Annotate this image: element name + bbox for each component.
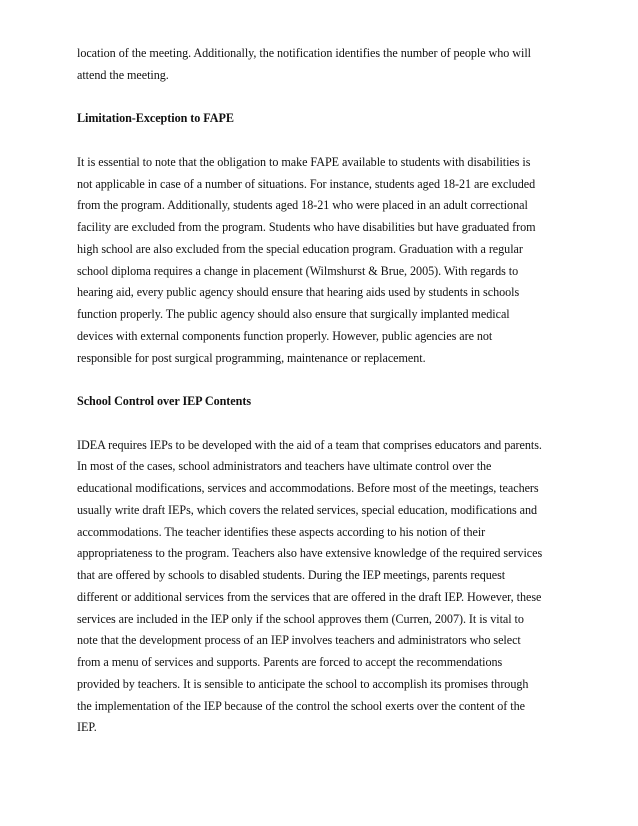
text-line: hearing aid, every public agency should ensure that hearing aids used by students in schools <box>77 285 520 300</box>
text-line: note that the development process of an IEP involves teachers and administrators who select <box>77 633 521 648</box>
section-heading-fape: Limitation-Exception to FAPE <box>77 111 234 126</box>
text-line: high school are also excluded from the special education program. Graduation with a regular <box>77 241 523 256</box>
iep-paragraph <box>77 435 562 740</box>
paragraph-gap <box>77 130 562 152</box>
text-line: not applicable in case of a number of situations. For instance, students aged 18-21 are excluded <box>77 176 536 191</box>
text-line: IDEA requires IEPs to be developed with the aid of a team that comprises educators and parents. <box>77 437 542 452</box>
paragraph-gap <box>77 413 562 435</box>
text-line: appropriateness to the program. Teachers also have extensive knowledge of the required services <box>77 546 543 561</box>
text-line: from the program. Additionally, students aged 18-21 who were placed in an adult correctional <box>77 198 528 213</box>
text-line: IEP. <box>77 720 97 735</box>
section-heading-iep: School Control over IEP Contents <box>77 394 252 408</box>
text-line: provided by teachers. It is sensible to anticipate the school to accomplish its promises through <box>77 676 529 691</box>
text-line: services are included in the IEP only if the school approves them (Curren, 2007). It is vital to <box>77 611 524 626</box>
paragraph-gap <box>77 87 562 109</box>
text-line: facility are excluded from the program. Students who have disabilities but have graduated from <box>77 220 536 234</box>
paragraph-gap <box>77 369 562 391</box>
text-line: different or additional services from the services that are offered in the draft IEP. However, these <box>77 589 542 604</box>
text-line: that are offered by schools to disabled students. During the IEP meetings, parents request <box>77 568 506 582</box>
text-line: devices with external components function properly. However, public agencies are not <box>77 328 493 343</box>
text-line: function properly. The public agency should also ensure that surgically implanted medical <box>77 307 510 321</box>
text-line: location of the meeting. Additionally, the notification identifies the number of people who will <box>77 46 531 60</box>
document-page <box>77 43 562 739</box>
text-line: from a menu of services and supports. Parents are forced to accept the recommendations <box>77 655 503 669</box>
text-line: It is essential to note that the obligation to make FAPE available to students with disabilities is <box>77 154 531 169</box>
text-line: In most of the cases, school administrators and teachers have ultimate control over the <box>77 459 492 474</box>
text-line: responsible for post surgical programming, maintenance or replacement. <box>77 350 426 365</box>
text-line: the implementation of the IEP because of the control the school exerts over the content of the <box>77 698 525 713</box>
text-line: usually write draft IEPs, which covers the related services, special education, modifications and <box>77 502 538 517</box>
text-line: school diploma requires a change in placement (Wilmshurst & Brue, 2005). With regards to <box>77 263 519 278</box>
text-line: attend the meeting. <box>77 67 169 82</box>
intro-paragraph <box>77 43 562 87</box>
text-line: educational modifications, services and accommodations. Before most of the meetings, teachers <box>77 481 539 495</box>
fape-paragraph <box>77 152 562 370</box>
text-line: accommodations. The teacher identifies these aspects according to his notion of their <box>77 524 486 539</box>
